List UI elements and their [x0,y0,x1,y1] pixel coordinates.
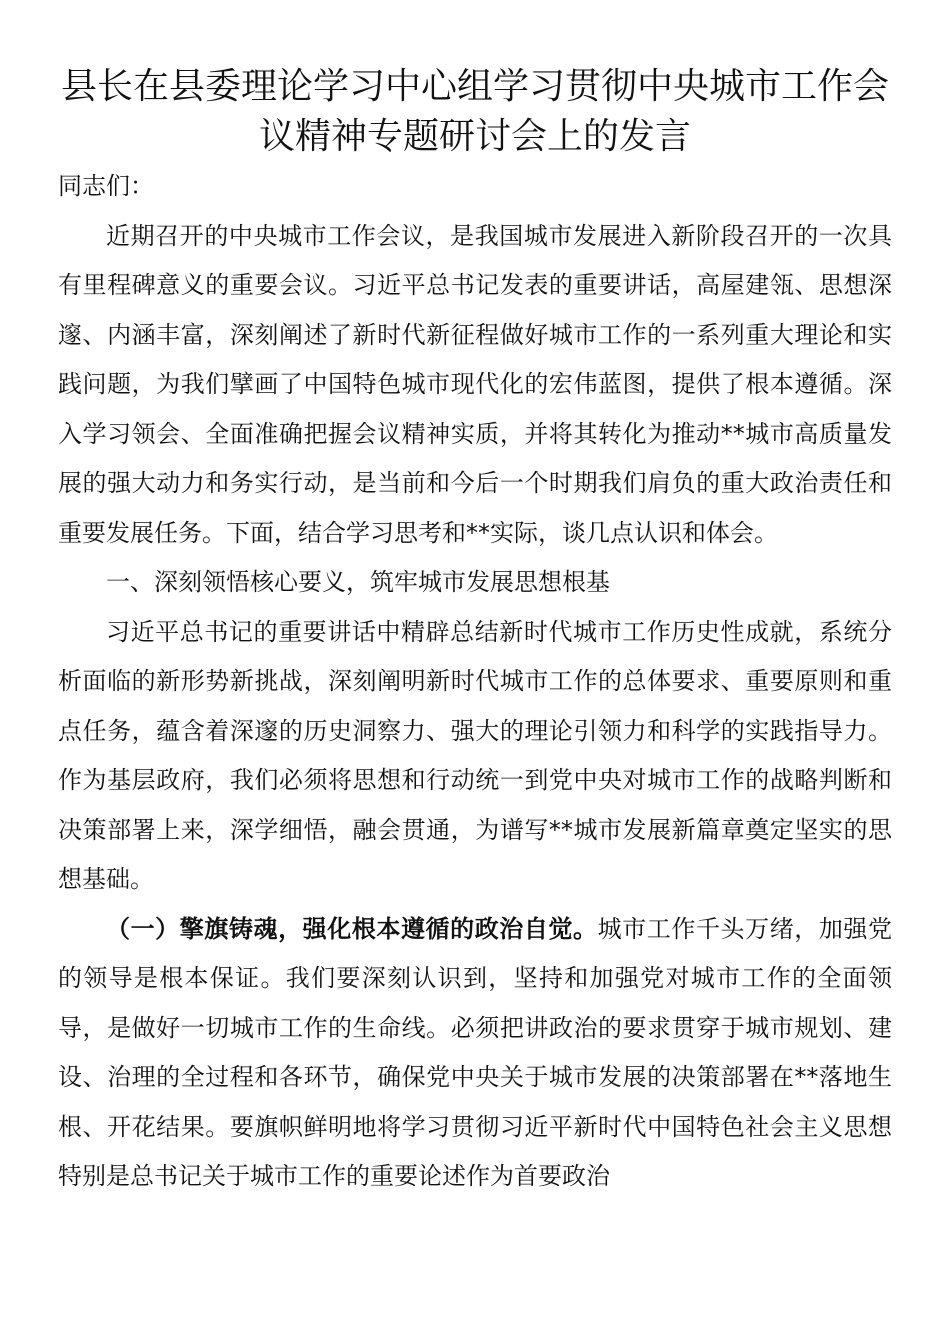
intro-paragraph: 近期召开的中央城市工作会议，是我国城市发展进入新阶段召开的一次具有里程碑意义的重要会议。习近平总书记发表的重要讲话，高屋建瓴、思想深邃、内涵丰富，深刻阐述了新时代新征程做好城市工作的一系列重大理论和实践问题，为我们擘画了中国特色城市现代化的宏伟蓝图，提供了根本遵循。深入学习领会、全面准确把握会议精神实质，并将其转化为推动**城市高质量发展的强大动力和务实行动，是当前和今后一个时期我们肩负的重大政治责任和重要发展任务。下面，结合学习思考和**实际，谈几点认识和体会。 [58,221,892,547]
section-heading: 一、深刻领悟核心要义，筑牢城市发展思想根基 [106,568,610,596]
subsection-paragraph [58,905,892,1202]
section-paragraph: 习近平总书记的重要讲话中精辟总结新时代城市工作历史性成就，系统分析面临的新形势新挑战，深刻阐明新时代城市工作的总体要求、重要原则和重点任务，蕴含着深邃的历史洞察力、强大的理论引领力和科学的实践指导力。作为基层政府，我们必须将思想和行动统一到党中央对城市工作的战略判断和决策部署上来，深学细悟，融会贯通，为谱写**城市发展新篇章奠定坚实的思想基础。 [58,617,892,893]
document-page [58,62,892,1202]
salutation: 同志们： [58,172,154,200]
document-title: 县长在县委理论学习中心组学习贯彻中央城市工作会议精神专题研讨会上的发言 [60,66,889,157]
subsection-text: 城市工作千头万绪，加强党的领导是根本保证。我们要深刻认识到，坚持和加强党对城市工作的全面领导，是做好一切城市工作的生命线。必须把讲政治的要求贯穿于城市规划、建设、治理的全过程和各环节，确保党中央关于城市发展的决策部署在**落地生根、开花结果。要旗帜鲜明地将学习贯彻习近平新时代中国特色社会主义思想特别是总书记关于城市工作的重要论述作为首要政治 [58,914,893,1190]
subsection-heading: （一）擎旗铸魂，强化根本遵循的政治自觉。 [106,914,598,943]
